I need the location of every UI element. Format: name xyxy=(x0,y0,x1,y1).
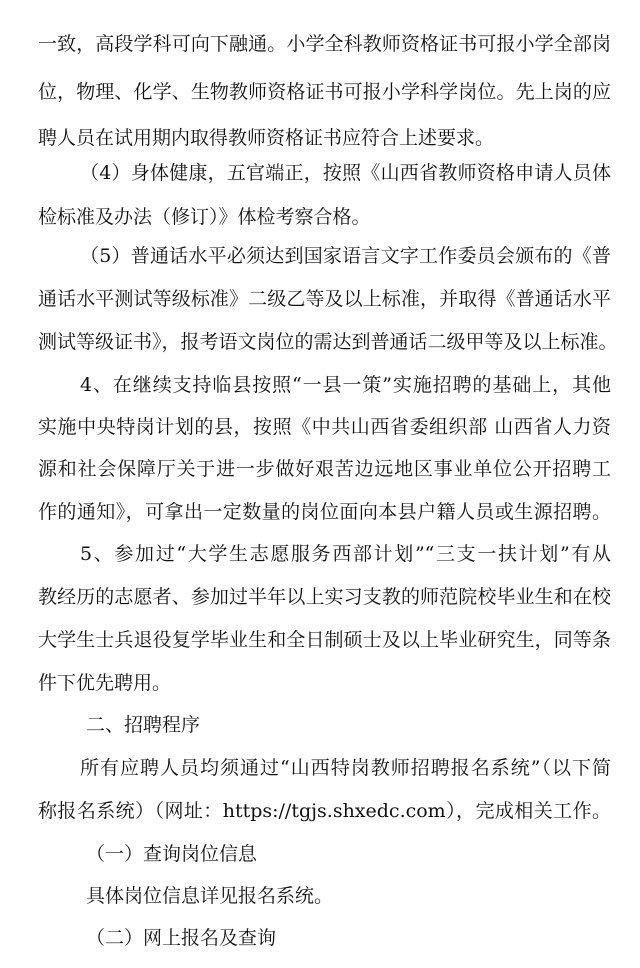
text-line: 5、参加过“大学生志愿服务西部计划”“三支一扶计划”有从 xyxy=(80,543,611,565)
text-line: （4）身体健康，五官端正，按照《山西省教师资格申请人员体 xyxy=(80,162,611,184)
text-line: 件下优先聘用。 xyxy=(38,672,172,694)
text-line: 称报名系统）（网址：https://tgjs.shxedc.com），完成相关工作。 xyxy=(38,800,611,822)
text-line: 所有应聘人员均须通过“山西特岗教师招聘报名系统”（以下简 xyxy=(80,757,611,779)
section-heading: 二、招聘程序 xyxy=(86,714,201,736)
text-line: 位，物理、化学、生物教师资格证书可报小学科学岗位。先上岗的应 xyxy=(38,81,611,103)
text-line: 源和社会保障厅关于进一步做好艰苦边远地区事业单位公开招聘工 xyxy=(38,458,611,480)
text-line: 实施中央特岗计划的县，按照《中共山西省委组织部 山西省人力资 xyxy=(38,416,611,438)
text-line: 大学生士兵退役复学毕业生和全日制硕士及以上毕业研究生，同等条 xyxy=(38,629,611,651)
text-line: 一致，高段学科可向下融通。小学全科教师资格证书可报小学全部岗 xyxy=(38,33,611,55)
text-line: 测试等级证书》，报考语文岗位的需达到普通话二级甲等及以上标准。 xyxy=(38,331,618,353)
text-line: 通话水平测试等级标准》二级乙等及以上标准，并取得《普通话水平 xyxy=(38,288,611,310)
text-line: 检标准及办法（修订）》体检考察合格。 xyxy=(38,206,371,228)
text-line: 教经历的志愿者、参加过半年以上实习支教的师范院校毕业生和在校 xyxy=(38,586,611,608)
text-line: 4、在继续支持临县按照“一县一策”实施招聘的基础上，其他 xyxy=(80,374,611,396)
text-line: （5）普通话水平必须达到国家语言文字工作委员会颁布的《普 xyxy=(80,245,611,267)
text-line: 作的通知》，可拿出一定数量的岗位面向本县户籍人员或生源招聘。 xyxy=(38,501,611,523)
subsection-heading: （一）查询岗位信息 xyxy=(86,843,258,865)
text-line: 具体岗位信息详见报名系统。 xyxy=(86,885,334,907)
subsection-heading: （二）网上报名及查询 xyxy=(86,927,277,949)
text-line: 聘人员在试用期内取得教师资格证书应符合上述要求。 xyxy=(38,127,495,149)
